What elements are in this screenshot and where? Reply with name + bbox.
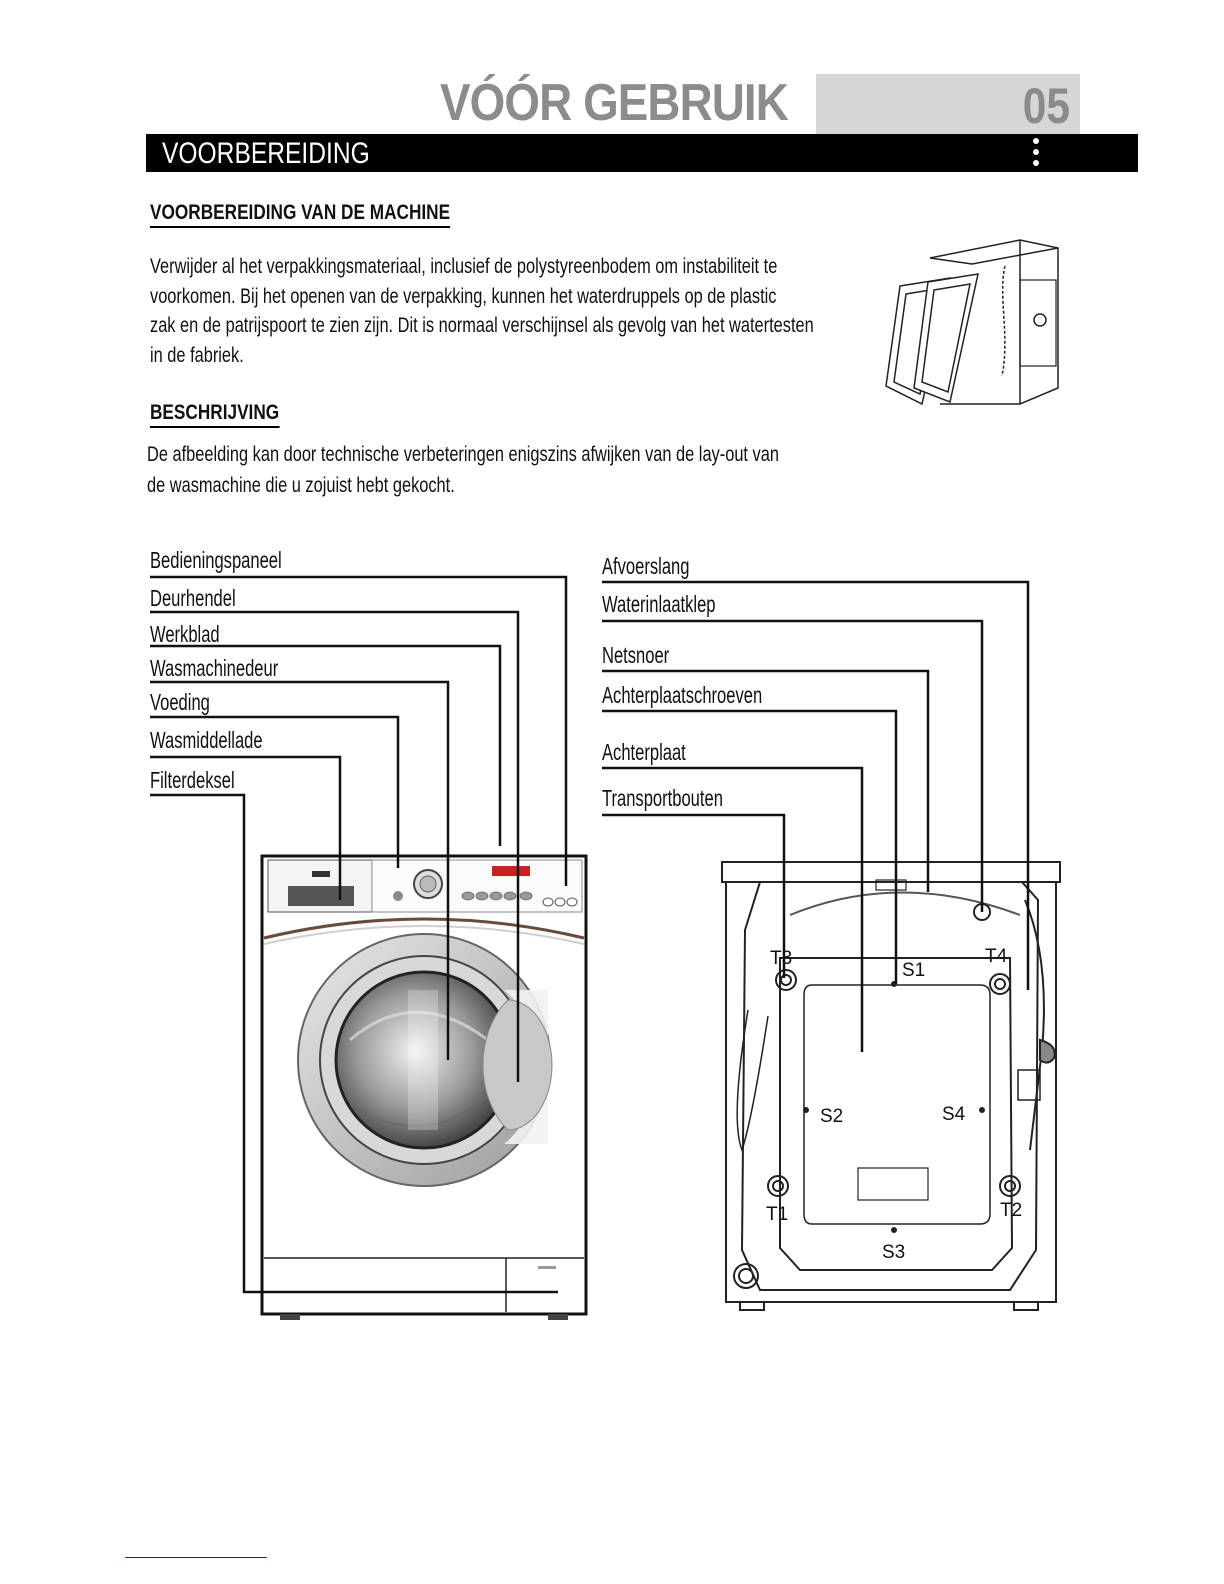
label-power-cord: Netsnoer (602, 642, 670, 668)
front-machine (262, 856, 586, 1320)
description-line: de wasmachine die u zojuist hebt gekocht. (147, 474, 455, 497)
label-door-handle: Deurhendel (150, 585, 236, 611)
section-title: VOORBEREIDING (162, 137, 370, 170)
label-filter-cover: Filterdeksel (150, 767, 235, 793)
preparation-line: in de fabriek. (150, 343, 244, 367)
label-detergent-drawer: Wasmiddellade (150, 727, 263, 753)
mark-t2: T2 (1000, 1200, 1023, 1221)
description-line: De afbeelding kan door technische verbeteringen enigszins afwijken van de lay-out van (147, 443, 779, 466)
mark-t3: T3 (770, 948, 793, 969)
mark-s1: S1 (902, 960, 926, 981)
label-worktop: Werkblad (150, 621, 220, 647)
page-number: 05 (1022, 78, 1070, 134)
label-control-panel: Bedieningspaneel (150, 547, 282, 573)
label-power: Voeding (150, 689, 210, 715)
mark-t4: T4 (985, 946, 1008, 967)
footer-line (125, 1557, 267, 1558)
description-heading: BESCHRIJVING (150, 401, 279, 428)
preparation-line: zak en de patrijspoort te zien zijn. Dit is normaal verschijnsel als gevolg van het watertesten (150, 314, 814, 337)
mark-s3: S3 (882, 1242, 906, 1263)
rear-leader-lines (602, 582, 1028, 1052)
preparation-line: voorkomen. Bij het openen van de verpakking, kunnen het waterdruppels op de plastic (150, 284, 777, 308)
preparation-heading: VOORBEREIDING VAN DE MACHINE (150, 201, 450, 228)
label-back-panel: Achterplaat (602, 739, 686, 765)
preparation-line: Verwijder al het verpakkingsmateriaal, inclusief de polystyreenbodem om instabiliteit te (150, 255, 778, 278)
label-back-screws: Achterplaatschroeven (602, 682, 763, 708)
mark-s2: S2 (820, 1106, 844, 1127)
label-drain-hose: Afvoerslang (602, 553, 690, 579)
mark-t1: T1 (766, 1204, 789, 1225)
label-door: Wasmachinedeur (150, 655, 279, 681)
chapter-title: VÓÓR GEBRUIK (440, 74, 788, 132)
mark-s4: S4 (942, 1104, 966, 1125)
label-inlet-valve: Waterinlaatklep (602, 591, 716, 617)
label-transport-bolts: Transportbouten (602, 785, 723, 811)
